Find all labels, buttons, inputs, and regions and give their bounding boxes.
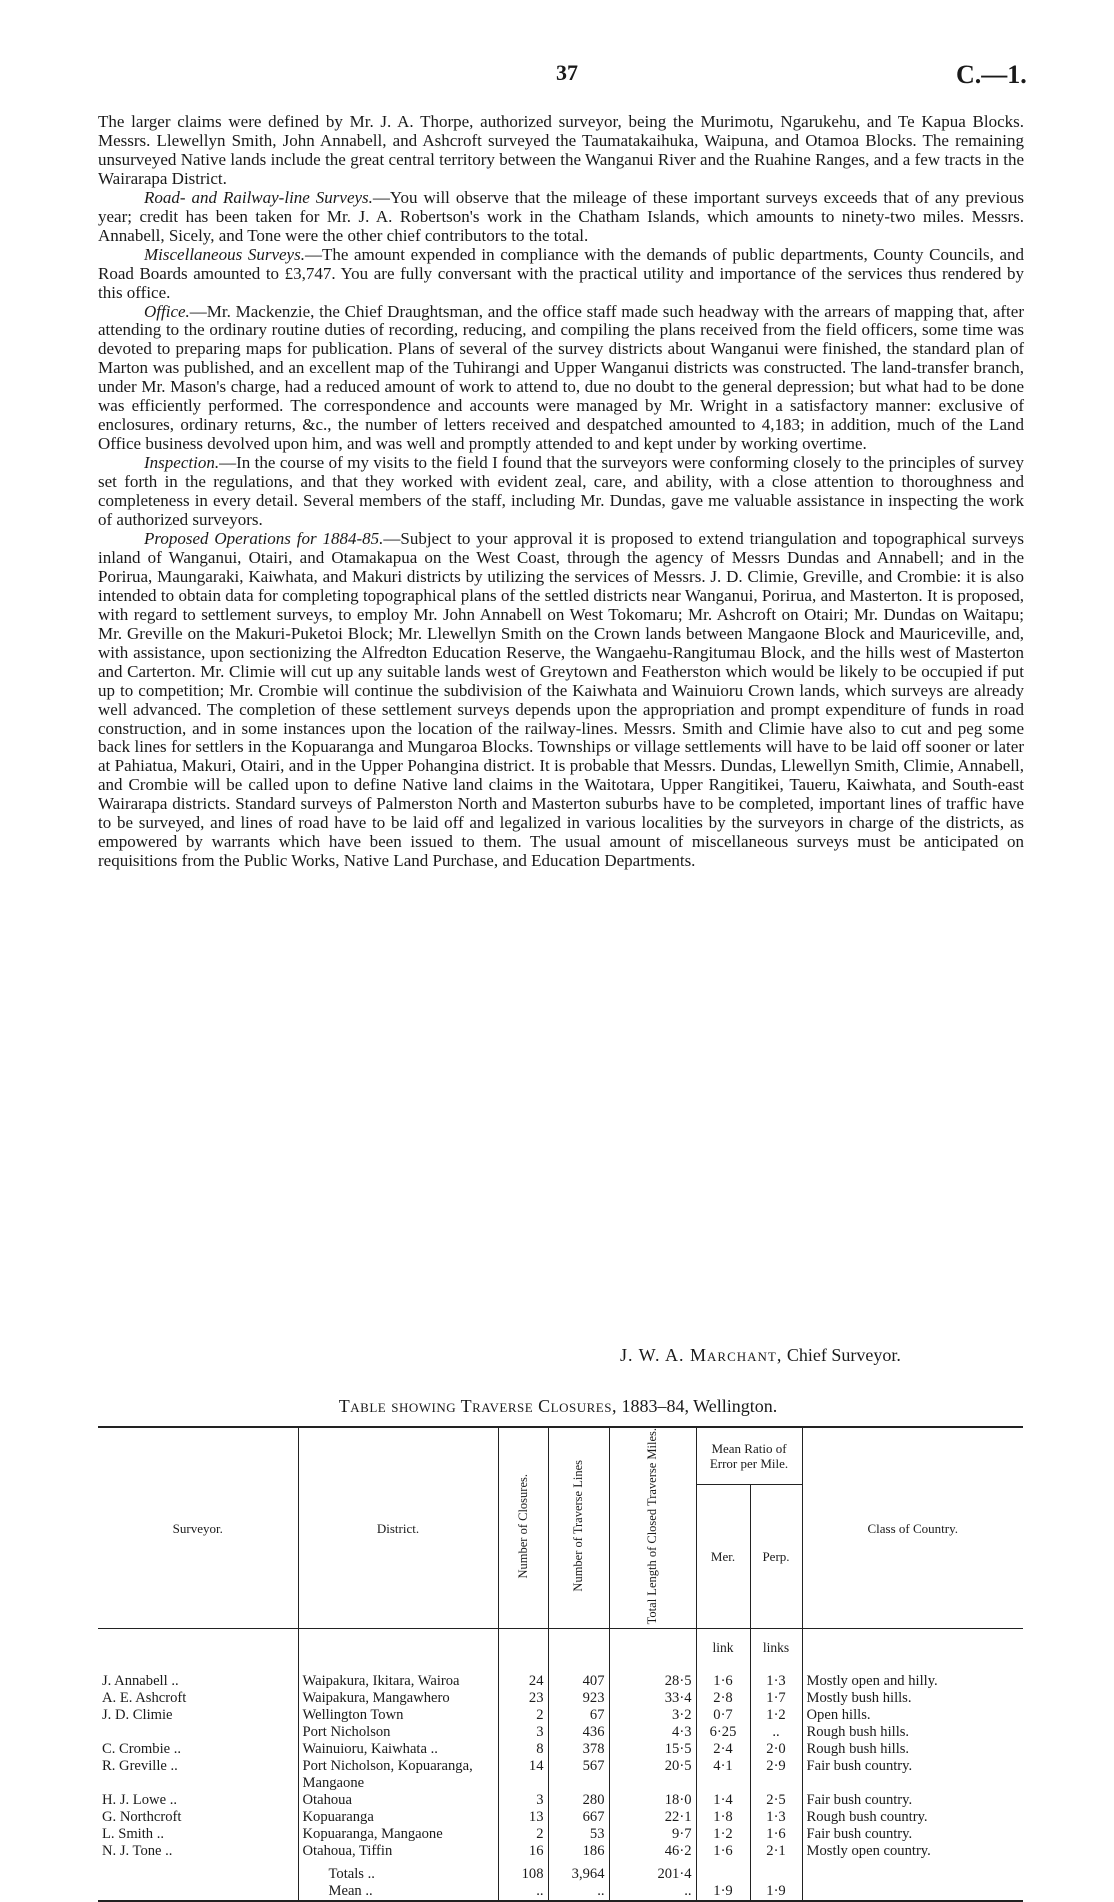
cell-closures: 14 <box>498 1758 548 1792</box>
table-title-tail: 1883–84, Wellington. <box>621 1396 778 1416</box>
section-heading-office: Office. <box>144 301 190 321</box>
cell-lines: 923 <box>548 1690 609 1707</box>
cell-class: Mostly open country. <box>802 1843 1023 1860</box>
cell-lines: 186 <box>548 1843 609 1860</box>
header-closures-text: Number of Closures. <box>515 1473 530 1579</box>
cell-mer: 1·8 <box>696 1809 750 1826</box>
paragraph-road-railway <box>98 189 1024 246</box>
cell-surveyor: N. J. Tone .. <box>102 1843 173 1860</box>
cell-surveyor: L. Smith .. <box>102 1826 165 1843</box>
cell-class: Mostly bush hills. <box>802 1690 1023 1707</box>
cell-perp: 1·3 <box>750 1809 802 1826</box>
cell-lines: 280 <box>548 1792 609 1809</box>
cell-closures: 3 <box>498 1724 548 1741</box>
cell-class: Mostly open and hilly. <box>802 1673 1023 1690</box>
header-length <box>609 1427 696 1629</box>
table-title-caps: Traverse Closures, <box>460 1396 617 1416</box>
cell-district: Wainuioru, Kaiwhata .. <box>298 1741 498 1758</box>
mean-perp: 1·9 <box>750 1883 802 1901</box>
cell-class: Open hills. <box>802 1707 1023 1724</box>
totals-row <box>98 1860 1023 1883</box>
cell-length: 9·7 <box>609 1826 696 1843</box>
document-code: C.—1. <box>956 60 1027 89</box>
cell-perp: 1·3 <box>750 1673 802 1690</box>
table-title <box>278 1396 838 1417</box>
cell-class: Rough bush hills. <box>802 1741 1023 1758</box>
table-body <box>98 1629 1023 1861</box>
cell-length: 3·2 <box>609 1707 696 1724</box>
traverse-closures-table <box>98 1426 1023 1902</box>
cell-surveyor: H. J. Lowe .. <box>102 1792 177 1809</box>
cell-district: Port Nicholson <box>298 1724 498 1741</box>
table-row <box>98 1673 1023 1690</box>
cell-perp: 2·1 <box>750 1843 802 1860</box>
cell-surveyor: G. Northcroft <box>102 1809 182 1826</box>
cell-closures: 2 <box>498 1707 548 1724</box>
cell-closures: 3 <box>498 1792 548 1809</box>
cell-surveyor: R. Greville .. <box>102 1758 178 1775</box>
cell-mer: 6·25 <box>696 1724 750 1741</box>
report-body <box>98 113 1024 871</box>
mean-mer: 1·9 <box>696 1883 750 1901</box>
cell-district: Kopuaranga <box>298 1809 498 1826</box>
header-mer: Mer. <box>696 1485 750 1629</box>
cell-lines: 667 <box>548 1809 609 1826</box>
table-row <box>98 1826 1023 1843</box>
mean-row <box>98 1883 1023 1901</box>
totals-lines: 3,964 <box>548 1860 609 1883</box>
cell-surveyor <box>98 1724 298 1741</box>
cell-mer: 2·8 <box>696 1690 750 1707</box>
cell-closures: 2 <box>498 1826 548 1843</box>
cell-length: 33·4 <box>609 1690 696 1707</box>
cell-mer: 0·7 <box>696 1707 750 1724</box>
cell-perp: 1·2 <box>750 1707 802 1724</box>
cell-district: Otahoua, Tiffin <box>298 1843 498 1860</box>
table-row <box>98 1741 1023 1758</box>
section-heading-inspection: Inspection. <box>144 453 220 473</box>
cell-length: 28·5 <box>609 1673 696 1690</box>
cell-district: Waipakura, Ikitara, Wairoa <box>298 1673 498 1690</box>
paragraph-text: —You will observe that the mileage of these important surveys exceeds that of any previous year; credit has been taken for Mr. J. A. Robertson's work in the Chatham Islands, which amounts to ninety-two miles. Messrs. Annabell, Sicely, and Tone were the other chief contributors to the total. <box>98 187 1025 245</box>
cell-length: 18·0 <box>609 1792 696 1809</box>
cell-lines: 53 <box>548 1826 609 1843</box>
section-heading-road-railway: Road- and Railway-line Surveys. <box>144 187 373 207</box>
cell-perp: 2·9 <box>750 1758 802 1792</box>
header-perp: Perp. <box>750 1485 802 1629</box>
cell-class: Fair bush country. <box>802 1758 1023 1792</box>
cell-mer: 4·1 <box>696 1758 750 1792</box>
paragraph-text: —In the course of my visits to the field I found that the surveyors were conforming closely to the principles of survey set forth in the regulations, and that they worked with evident zeal, care, and ability, with a close attention to thoroughness and completeness in every detail. Several members of the staff, including Mr. Dundas, gave me valuable assistance in inspecting the work of authorized surveyors. <box>98 453 1024 530</box>
cell-perp: .. <box>750 1724 802 1741</box>
totals-label: Totals .. <box>298 1860 498 1883</box>
signature-name: J. W. A. Marchant, <box>620 1345 783 1365</box>
cell-lines: 378 <box>548 1741 609 1758</box>
cell-mer: 2·4 <box>696 1741 750 1758</box>
cell-closures: 24 <box>498 1673 548 1690</box>
paragraph-text: —The amount expended in compliance with the demands of public departments, County Councils, and Road Boards amounted to £3,747. You are fully conversant with the practical utility and importance of the services thus rendered by this office. <box>98 244 1024 302</box>
totals-closures: 108 <box>498 1860 548 1883</box>
cell-length: 15·5 <box>609 1741 696 1758</box>
cell-lines: 407 <box>548 1673 609 1690</box>
mean-closures: .. <box>498 1883 548 1901</box>
cell-closures: 13 <box>498 1809 548 1826</box>
cell-perp: 2·0 <box>750 1741 802 1758</box>
cell-class: Fair bush country. <box>802 1792 1023 1809</box>
cell-district: Waipakura, Mangawhero <box>298 1690 498 1707</box>
mean-length: .. <box>609 1883 696 1901</box>
paragraph-miscellaneous <box>98 246 1024 303</box>
cell-class: Rough bush hills. <box>802 1724 1023 1741</box>
table-row <box>98 1707 1023 1724</box>
paragraph-native-claims: The larger claims were defined by Mr. J. A. Thorpe, authorized surveyor, being the Murimotu, Ngarukehu, and Te Kapua Blocks. Messrs. Llewellyn Smith, John Annabell, and Ashcroft surveyed the Taumatakaihuka, Waipuna, and Otamoa Blocks. The remaining unsurveyed Native lands include the great central territory between the Wanganui River and the Ruahine Ranges, and a few tracts in the Wairarapa District. <box>98 112 1024 188</box>
page-number: 37 <box>556 60 578 85</box>
cell-surveyor: C. Crombie .. <box>102 1741 182 1758</box>
table-row <box>98 1724 1023 1741</box>
table-row <box>98 1809 1023 1826</box>
paragraph-office <box>98 303 1024 455</box>
cell-perp: 1·6 <box>750 1826 802 1843</box>
table-row <box>98 1843 1023 1860</box>
header-mean-ratio: Mean Ratio of Error per Mile. <box>696 1427 802 1485</box>
unit-mer: link <box>696 1629 750 1674</box>
mean-lines: .. <box>548 1883 609 1901</box>
cell-class: Rough bush country. <box>802 1809 1023 1826</box>
table-row <box>98 1690 1023 1707</box>
cell-length: 20·5 <box>609 1758 696 1792</box>
cell-mer: 1·6 <box>696 1673 750 1690</box>
cell-district: Port Nicholson, Kopuaranga, Mangaone <box>298 1758 498 1792</box>
header-class: Class of Country. <box>802 1427 1023 1629</box>
signature <box>620 1345 901 1366</box>
cell-lines: 67 <box>548 1707 609 1724</box>
table-title-lead: Table showing <box>338 1396 457 1416</box>
header-closures <box>498 1427 548 1629</box>
header-lines-text: Number of Traverse Lines <box>571 1460 585 1592</box>
header-length-text: Total Length of Closed Traverse Miles. <box>645 1428 659 1625</box>
signature-title: Chief Surveyor. <box>786 1345 901 1365</box>
paragraph-text: —Subject to your approval it is proposed to extend triangulation and topographical surveys inland of Wanganui, Otairi, and Otamakapua on the West Coast, through the agency of Messrs Dundas and Annabell; and in the Porirua, Maungaraki, Kaiwhata, and Makuri districts by utilizing the services of Messrs. J. D. Climie, Greville, and Crombie: it is also intended to obtain data for completing topographical plans of the settled districts near Wanganui, Porirua, and Masterton. It is proposed, with regard to settlement surveys, to employ Mr. John Annabell on West Tokomaru; Mr. Ashcroft on Otairi; Mr. Dundas on Waitapu; Mr. Greville on the Makuri-Puketoi Block; Mr. Llewellyn Smith on the Crown lands between Mangaone Block and Mauriceville, and, with assistance, upon sectionizing the Alfredton Education Reserve, the Wangaehu-Rangitumau Block, and the hills west of Masterton and Carterton. Mr. Climie will cut up any suitable lands west of Greytown and Featherston which would be likely to be occupied if put up to competition; Mr. Crombie will continue the subdivision of the Kaiwhata and Wainuioru Crown lands, which surveys are already well advanced. The completion of these settlement surveys depends upon the appropriation and prompt expenditure of funds in road construction, and in some instances upon the location of the railway-lines. Messrs. Smith and Climie have also to cut and peg some back lines for settlers in the Kopuaranga and Mungaroa Blocks. Townships or village settlements will have to be laid off sooner or later at Pahiatua, Makuri, Otairi, and in the Upper Pohangina district. It is probable that Messrs. Dundas, Llewellyn Smith, Climie, Annabell, and Crombie will be called upon to define Native land claims in the Waitotara, Upper Rangitikei, Taueru, Kaiwhata, and South-east Wairarapa districts. Standard surveys of Palmerston North and Masterton suburbs have to be completed, important lines of traffic have to be surveyed, and lines of road have to be laid off and legalized in various localities by the surveyors in charge of the districts, as empowered by warrants which have been issued to them. The usual amount of miscellaneous surveys must be anticipated on requisitions from the Public Works, Native Land Purchase, and Education Departments. <box>98 528 1024 871</box>
table-row <box>98 1792 1023 1809</box>
table-footer <box>98 1860 1023 1901</box>
cell-perp: 2·5 <box>750 1792 802 1809</box>
cell-class: Fair bush country. <box>802 1826 1023 1843</box>
cell-mer: 1·6 <box>696 1843 750 1860</box>
cell-length: 4·3 <box>609 1724 696 1741</box>
totals-length: 201·4 <box>609 1860 696 1883</box>
cell-surveyor: A. E. Ashcroft <box>102 1690 187 1707</box>
cell-length: 22·1 <box>609 1809 696 1826</box>
cell-length: 46·2 <box>609 1843 696 1860</box>
unit-perp: links <box>750 1629 802 1674</box>
cell-district: Otahoua <box>298 1792 498 1809</box>
mean-label: Mean .. <box>298 1883 498 1901</box>
paragraph-proposed-operations <box>98 530 1024 871</box>
cell-district: Kopuaranga, Mangaone <box>298 1826 498 1843</box>
cell-surveyor: J. D. Climie <box>102 1707 173 1724</box>
table-row <box>98 1758 1023 1792</box>
cell-lines: 567 <box>548 1758 609 1792</box>
cell-mer: 1·4 <box>696 1792 750 1809</box>
header-lines <box>548 1427 609 1629</box>
cell-closures: 8 <box>498 1741 548 1758</box>
header-surveyor: Surveyor. <box>98 1427 298 1629</box>
section-heading-miscellaneous: Miscellaneous Surveys. <box>144 244 305 264</box>
cell-surveyor: J. Annabell .. <box>102 1673 179 1690</box>
cell-closures: 16 <box>498 1843 548 1860</box>
header-district: District. <box>298 1427 498 1629</box>
paragraph-text: —Mr. Mackenzie, the Chief Draughtsman, and the office staff made such headway with the arrears of mapping that, after attending to the ordinary routine duties of recording, reducing, and compiling the plans received from the field officers, some time was devoted to preparing maps for publication. Plans of several of the survey districts about Wanganui were finished, the standard plan of Marton was published, and an excellent map of the Tuhirangi and Upper Wanganui districts was constructed. The land-transfer branch, under Mr. Mason's charge, had a reduced amount of work to attend to, due no doubt to the general depression; but what had to be done was efficiently performed. The correspondence and accounts were managed by Mr. Wright in a satisfactory manner: exclusive of enclosures, ordinary returns, &c., the number of letters received and despatched amounted to 4,183; in addition, much of the Land Office business devolved upon him, and was well and promptly attended to and kept under by working overtime. <box>98 301 1024 454</box>
section-heading-proposed-operations: Proposed Operations for 1884-85. <box>144 528 384 548</box>
cell-closures: 23 <box>498 1690 548 1707</box>
cell-perp: 1·7 <box>750 1690 802 1707</box>
cell-lines: 436 <box>548 1724 609 1741</box>
cell-district: Wellington Town <box>298 1707 498 1724</box>
paragraph-inspection <box>98 454 1024 530</box>
cell-mer: 1·2 <box>696 1826 750 1843</box>
